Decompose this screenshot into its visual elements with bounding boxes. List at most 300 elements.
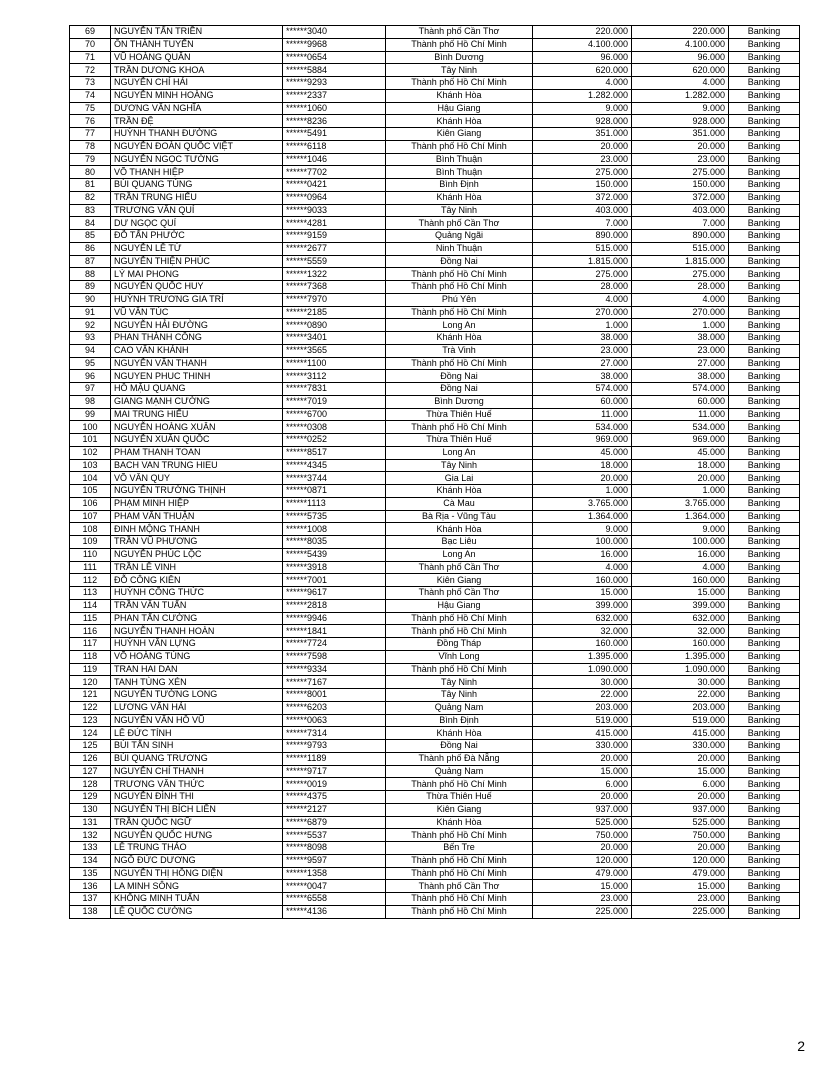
payment-channel-cell: Banking xyxy=(729,485,800,498)
payment-channel-cell: Banking xyxy=(729,599,800,612)
row-number-cell: 102 xyxy=(70,446,111,459)
account-number-cell: ******5735 xyxy=(283,510,386,523)
amount-received-cell: 399.000 xyxy=(632,599,729,612)
row-number-cell: 75 xyxy=(70,102,111,115)
payment-channel-cell: Banking xyxy=(729,472,800,485)
donor-name-cell: HUỲNH TRƯƠNG GIA TRÍ xyxy=(111,293,283,306)
donor-name-cell: VÕ HOÀNG TÙNG xyxy=(111,650,283,663)
row-number-cell: 108 xyxy=(70,523,111,536)
row-number-cell: 115 xyxy=(70,612,111,625)
amount-cell: 270.000 xyxy=(533,306,632,319)
payment-channel-cell: Banking xyxy=(729,829,800,842)
table-row xyxy=(70,357,800,370)
amount-received-cell: 4.100.000 xyxy=(632,38,729,51)
amount-cell: 45.000 xyxy=(533,446,632,459)
donor-name-cell: DƯ NGỌC QUÍ xyxy=(111,217,283,230)
account-number-cell: ******9968 xyxy=(283,38,386,51)
amount-received-cell: 351.000 xyxy=(632,128,729,141)
amount-cell: 1.000 xyxy=(533,485,632,498)
payment-channel-cell: Banking xyxy=(729,230,800,243)
payment-channel-cell: Banking xyxy=(729,625,800,638)
amount-received-cell: 45.000 xyxy=(632,446,729,459)
payment-channel-cell: Banking xyxy=(729,344,800,357)
donor-name-cell: BÙI QUANG TRƯƠNG xyxy=(111,752,283,765)
account-number-cell: ******7598 xyxy=(283,650,386,663)
account-number-cell: ******0019 xyxy=(283,778,386,791)
amount-cell: 3.765.000 xyxy=(533,497,632,510)
donor-name-cell: NGÔ ĐỨC DƯƠNG xyxy=(111,854,283,867)
province-cell: Thành phố Cần Thơ xyxy=(386,587,533,600)
donor-name-cell: LÊ ĐỨC TÍNH xyxy=(111,727,283,740)
donor-name-cell: LÊ TRUNG THẢO xyxy=(111,842,283,855)
province-cell: Bà Rịa - Vũng Tàu xyxy=(386,510,533,523)
amount-cell: 9.000 xyxy=(533,102,632,115)
account-number-cell: ******4281 xyxy=(283,217,386,230)
table-row xyxy=(70,854,800,867)
amount-received-cell: 22.000 xyxy=(632,689,729,702)
donor-name-cell: NGUYỄN TẤN TRIỀN xyxy=(111,26,283,39)
row-number-cell: 79 xyxy=(70,153,111,166)
amount-cell: 515.000 xyxy=(533,242,632,255)
province-cell: Ninh Thuận xyxy=(386,242,533,255)
amount-received-cell: 479.000 xyxy=(632,867,729,880)
amount-received-cell: 3.765.000 xyxy=(632,497,729,510)
row-number-cell: 134 xyxy=(70,854,111,867)
account-number-cell: ******9159 xyxy=(283,230,386,243)
province-cell: Kiên Giang xyxy=(386,128,533,141)
payment-channel-cell: Banking xyxy=(729,740,800,753)
amount-cell: 750.000 xyxy=(533,829,632,842)
account-number-cell: ******6558 xyxy=(283,893,386,906)
province-cell: Bình Định xyxy=(386,714,533,727)
account-number-cell: ******0047 xyxy=(283,880,386,893)
province-cell: Tây Ninh xyxy=(386,204,533,217)
donor-name-cell: ĐỖ TẤN PHƯỚC xyxy=(111,230,283,243)
province-cell: Thành phố Hồ Chí Minh xyxy=(386,663,533,676)
row-number-cell: 87 xyxy=(70,255,111,268)
account-number-cell: ******7167 xyxy=(283,676,386,689)
province-cell: Quảng Ngãi xyxy=(386,230,533,243)
row-number-cell: 119 xyxy=(70,663,111,676)
row-number-cell: 104 xyxy=(70,472,111,485)
province-cell: Thành phố Cần Thơ xyxy=(386,880,533,893)
amount-received-cell: 11.000 xyxy=(632,408,729,421)
province-cell: Hậu Giang xyxy=(386,599,533,612)
table-row xyxy=(70,536,800,549)
row-number-cell: 73 xyxy=(70,77,111,90)
account-number-cell: ******7831 xyxy=(283,383,386,396)
donor-name-cell: NGUYỄN PHÚC LỘC xyxy=(111,548,283,561)
account-number-cell: ******5884 xyxy=(283,64,386,77)
province-cell: Thành phố Hồ Chí Minh xyxy=(386,281,533,294)
account-number-cell: ******8236 xyxy=(283,115,386,128)
table-row xyxy=(70,408,800,421)
amount-received-cell: 23.000 xyxy=(632,893,729,906)
table-row xyxy=(70,599,800,612)
donor-name-cell: NGUYỄN VĂN HỒ VŨ xyxy=(111,714,283,727)
amount-cell: 20.000 xyxy=(533,791,632,804)
donor-name-cell: TRẦN LÊ VINH xyxy=(111,561,283,574)
amount-received-cell: 620.000 xyxy=(632,64,729,77)
account-number-cell: ******2818 xyxy=(283,599,386,612)
donor-name-cell: HUỲNH THANH ĐƯỜNG xyxy=(111,128,283,141)
province-cell: Kiên Giang xyxy=(386,574,533,587)
donor-name-cell: CAO VĂN KHÁNH xyxy=(111,344,283,357)
province-cell: Thành phố Hồ Chí Minh xyxy=(386,306,533,319)
amount-cell: 4.000 xyxy=(533,561,632,574)
donor-name-cell: NGUYỄN THIỆN PHÚC xyxy=(111,255,283,268)
table-row xyxy=(70,128,800,141)
row-number-cell: 129 xyxy=(70,791,111,804)
payment-channel-cell: Banking xyxy=(729,536,800,549)
row-number-cell: 93 xyxy=(70,332,111,345)
amount-received-cell: 574.000 xyxy=(632,383,729,396)
amount-cell: 372.000 xyxy=(533,191,632,204)
account-number-cell: ******0308 xyxy=(283,421,386,434)
amount-cell: 60.000 xyxy=(533,395,632,408)
payment-channel-cell: Banking xyxy=(729,689,800,702)
table-row xyxy=(70,64,800,77)
account-number-cell: ******1100 xyxy=(283,357,386,370)
amount-received-cell: 96.000 xyxy=(632,51,729,64)
province-cell: Vĩnh Long xyxy=(386,650,533,663)
amount-cell: 23.000 xyxy=(533,344,632,357)
account-number-cell: ******0063 xyxy=(283,714,386,727)
account-number-cell: ******7702 xyxy=(283,166,386,179)
row-number-cell: 138 xyxy=(70,905,111,918)
row-number-cell: 121 xyxy=(70,689,111,702)
row-number-cell: 133 xyxy=(70,842,111,855)
amount-cell: 120.000 xyxy=(533,854,632,867)
row-number-cell: 70 xyxy=(70,38,111,51)
province-cell: Bến Tre xyxy=(386,842,533,855)
amount-cell: 632.000 xyxy=(533,612,632,625)
account-number-cell: ******4375 xyxy=(283,791,386,804)
donor-name-cell: PHAM THANH TOAN xyxy=(111,446,283,459)
table-row xyxy=(70,38,800,51)
amount-received-cell: 1.395.000 xyxy=(632,650,729,663)
amount-cell: 100.000 xyxy=(533,536,632,549)
donor-name-cell: LÊ QUỐC CƯỜNG xyxy=(111,905,283,918)
donor-name-cell: TRAN HAI DAN xyxy=(111,663,283,676)
row-number-cell: 76 xyxy=(70,115,111,128)
payment-channel-cell: Banking xyxy=(729,816,800,829)
payment-channel-cell: Banking xyxy=(729,523,800,536)
account-number-cell: ******5559 xyxy=(283,255,386,268)
donor-name-cell: NGUYỄN THỊ BÍCH LIÊN xyxy=(111,803,283,816)
payment-channel-cell: Banking xyxy=(729,128,800,141)
donor-name-cell: KHỔNG MINH TUẤN xyxy=(111,893,283,906)
province-cell: Bình Dương xyxy=(386,51,533,64)
donor-table-body xyxy=(70,26,800,919)
province-cell: Khánh Hòa xyxy=(386,816,533,829)
amount-received-cell: 23.000 xyxy=(632,153,729,166)
amount-cell: 890.000 xyxy=(533,230,632,243)
row-number-cell: 96 xyxy=(70,370,111,383)
amount-cell: 574.000 xyxy=(533,383,632,396)
account-number-cell: ******9033 xyxy=(283,204,386,217)
row-number-cell: 128 xyxy=(70,778,111,791)
payment-channel-cell: Banking xyxy=(729,676,800,689)
amount-received-cell: 15.000 xyxy=(632,880,729,893)
account-number-cell: ******8035 xyxy=(283,536,386,549)
table-row xyxy=(70,191,800,204)
account-number-cell: ******9293 xyxy=(283,77,386,90)
payment-channel-cell: Banking xyxy=(729,217,800,230)
province-cell: Tây Ninh xyxy=(386,676,533,689)
account-number-cell: ******0964 xyxy=(283,191,386,204)
account-number-cell: ******0252 xyxy=(283,434,386,447)
table-row xyxy=(70,803,800,816)
donor-name-cell: GIANG MẠNH CƯỜNG xyxy=(111,395,283,408)
amount-cell: 1.815.000 xyxy=(533,255,632,268)
table-row xyxy=(70,676,800,689)
row-number-cell: 117 xyxy=(70,638,111,651)
table-row xyxy=(70,663,800,676)
amount-received-cell: 100.000 xyxy=(632,536,729,549)
donor-name-cell: NGUYỄN ĐOÀN QUỐC VIỆT xyxy=(111,140,283,153)
table-row xyxy=(70,701,800,714)
payment-channel-cell: Banking xyxy=(729,26,800,39)
account-number-cell: ******7970 xyxy=(283,293,386,306)
table-row xyxy=(70,421,800,434)
province-cell: Thành phố Hồ Chí Minh xyxy=(386,829,533,842)
row-number-cell: 110 xyxy=(70,548,111,561)
amount-received-cell: 15.000 xyxy=(632,765,729,778)
donor-name-cell: LÝ MAI PHONG xyxy=(111,268,283,281)
payment-channel-cell: Banking xyxy=(729,867,800,880)
table-row xyxy=(70,497,800,510)
province-cell: Long An xyxy=(386,446,533,459)
amount-received-cell: 6.000 xyxy=(632,778,729,791)
table-row xyxy=(70,293,800,306)
amount-cell: 16.000 xyxy=(533,548,632,561)
payment-channel-cell: Banking xyxy=(729,587,800,600)
account-number-cell: ******2127 xyxy=(283,803,386,816)
amount-received-cell: 750.000 xyxy=(632,829,729,842)
amount-received-cell: 120.000 xyxy=(632,854,729,867)
row-number-cell: 101 xyxy=(70,434,111,447)
row-number-cell: 81 xyxy=(70,179,111,192)
table-row xyxy=(70,77,800,90)
account-number-cell: ******9793 xyxy=(283,740,386,753)
row-number-cell: 111 xyxy=(70,561,111,574)
payment-channel-cell: Banking xyxy=(729,854,800,867)
amount-cell: 20.000 xyxy=(533,140,632,153)
amount-received-cell: 20.000 xyxy=(632,842,729,855)
row-number-cell: 78 xyxy=(70,140,111,153)
table-row xyxy=(70,905,800,918)
payment-channel-cell: Banking xyxy=(729,893,800,906)
amount-received-cell: 330.000 xyxy=(632,740,729,753)
province-cell: Trà Vinh xyxy=(386,344,533,357)
table-row xyxy=(70,740,800,753)
payment-channel-cell: Banking xyxy=(729,166,800,179)
account-number-cell: ******4136 xyxy=(283,905,386,918)
table-row xyxy=(70,26,800,39)
donor-name-cell: NGUYỄN ĐÌNH THI xyxy=(111,791,283,804)
province-cell: Khánh Hòa xyxy=(386,485,533,498)
row-number-cell: 123 xyxy=(70,714,111,727)
table-row xyxy=(70,242,800,255)
amount-cell: 32.000 xyxy=(533,625,632,638)
row-number-cell: 120 xyxy=(70,676,111,689)
payment-channel-cell: Banking xyxy=(729,306,800,319)
province-cell: Đồng Nai xyxy=(386,383,533,396)
payment-channel-cell: Banking xyxy=(729,701,800,714)
donor-name-cell: NGUYỄN NGỌC TƯỜNG xyxy=(111,153,283,166)
donor-name-cell: HỒ MẬU QUANG xyxy=(111,383,283,396)
account-number-cell: ******1322 xyxy=(283,268,386,281)
amount-received-cell: 515.000 xyxy=(632,242,729,255)
table-row xyxy=(70,459,800,472)
donor-name-cell: VŨ HOÀNG QUÂN xyxy=(111,51,283,64)
amount-received-cell: 937.000 xyxy=(632,803,729,816)
payment-channel-cell: Banking xyxy=(729,242,800,255)
payment-channel-cell: Banking xyxy=(729,765,800,778)
amount-cell: 15.000 xyxy=(533,765,632,778)
amount-cell: 203.000 xyxy=(533,701,632,714)
province-cell: Tây Ninh xyxy=(386,64,533,77)
province-cell: Đồng Nai xyxy=(386,740,533,753)
amount-received-cell: 150.000 xyxy=(632,179,729,192)
province-cell: Thành phố Hồ Chí Minh xyxy=(386,140,533,153)
amount-received-cell: 403.000 xyxy=(632,204,729,217)
table-row xyxy=(70,765,800,778)
table-row xyxy=(70,548,800,561)
amount-received-cell: 20.000 xyxy=(632,140,729,153)
row-number-cell: 83 xyxy=(70,204,111,217)
amount-received-cell: 275.000 xyxy=(632,268,729,281)
amount-received-cell: 203.000 xyxy=(632,701,729,714)
row-number-cell: 105 xyxy=(70,485,111,498)
amount-received-cell: 415.000 xyxy=(632,727,729,740)
account-number-cell: ******0654 xyxy=(283,51,386,64)
amount-cell: 15.000 xyxy=(533,587,632,600)
province-cell: Tây Ninh xyxy=(386,459,533,472)
amount-received-cell: 1.090.000 xyxy=(632,663,729,676)
account-number-cell: ******5439 xyxy=(283,548,386,561)
row-number-cell: 99 xyxy=(70,408,111,421)
payment-channel-cell: Banking xyxy=(729,383,800,396)
amount-cell: 4.000 xyxy=(533,77,632,90)
province-cell: Thành phố Hồ Chí Minh xyxy=(386,357,533,370)
amount-cell: 38.000 xyxy=(533,332,632,345)
row-number-cell: 72 xyxy=(70,64,111,77)
amount-received-cell: 4.000 xyxy=(632,561,729,574)
donor-name-cell: NGUYỄN CHÍ THANH xyxy=(111,765,283,778)
table-row xyxy=(70,472,800,485)
donor-name-cell: NGUYỄN THANH HOÀN xyxy=(111,625,283,638)
amount-cell: 351.000 xyxy=(533,128,632,141)
table-row xyxy=(70,89,800,102)
table-row xyxy=(70,587,800,600)
table-row xyxy=(70,829,800,842)
account-number-cell: ******3565 xyxy=(283,344,386,357)
amount-cell: 27.000 xyxy=(533,357,632,370)
account-number-cell: ******0890 xyxy=(283,319,386,332)
table-row xyxy=(70,778,800,791)
amount-cell: 937.000 xyxy=(533,803,632,816)
amount-cell: 1.395.000 xyxy=(533,650,632,663)
payment-channel-cell: Banking xyxy=(729,64,800,77)
amount-received-cell: 18.000 xyxy=(632,459,729,472)
payment-channel-cell: Banking xyxy=(729,204,800,217)
table-row xyxy=(70,306,800,319)
province-cell: Khánh Hòa xyxy=(386,115,533,128)
account-number-cell: ******2677 xyxy=(283,242,386,255)
amount-received-cell: 9.000 xyxy=(632,102,729,115)
donor-name-cell: VŨ VĂN TÚC xyxy=(111,306,283,319)
province-cell: Thừa Thiên Huế xyxy=(386,408,533,421)
table-row xyxy=(70,714,800,727)
amount-cell: 9.000 xyxy=(533,523,632,536)
row-number-cell: 124 xyxy=(70,727,111,740)
row-number-cell: 114 xyxy=(70,599,111,612)
donor-name-cell: NGUYỄN THỊ HỒNG DIỆN xyxy=(111,867,283,880)
province-cell: Tây Ninh xyxy=(386,689,533,702)
table-row xyxy=(70,319,800,332)
province-cell: Bình Dương xyxy=(386,395,533,408)
account-number-cell: ******9334 xyxy=(283,663,386,676)
row-number-cell: 77 xyxy=(70,128,111,141)
donor-name-cell: NGUYỄN HOÀNG XUÂN xyxy=(111,421,283,434)
amount-cell: 330.000 xyxy=(533,740,632,753)
province-cell: Thành phố Cần Thơ xyxy=(386,26,533,39)
row-number-cell: 132 xyxy=(70,829,111,842)
payment-channel-cell: Banking xyxy=(729,510,800,523)
account-number-cell: ******6118 xyxy=(283,140,386,153)
table-row xyxy=(70,281,800,294)
province-cell: Khánh Hòa xyxy=(386,191,533,204)
amount-received-cell: 4.000 xyxy=(632,77,729,90)
province-cell: Long An xyxy=(386,548,533,561)
table-row xyxy=(70,867,800,880)
province-cell: Thành phố Hồ Chí Minh xyxy=(386,893,533,906)
row-number-cell: 131 xyxy=(70,816,111,829)
donor-name-cell: DƯƠNG VĂN NGHĨA xyxy=(111,102,283,115)
province-cell: Quảng Nam xyxy=(386,765,533,778)
amount-cell: 96.000 xyxy=(533,51,632,64)
amount-cell: 22.000 xyxy=(533,689,632,702)
province-cell: Khánh Hòa xyxy=(386,332,533,345)
payment-channel-cell: Banking xyxy=(729,434,800,447)
amount-cell: 399.000 xyxy=(533,599,632,612)
row-number-cell: 100 xyxy=(70,421,111,434)
amount-cell: 519.000 xyxy=(533,714,632,727)
payment-channel-cell: Banking xyxy=(729,612,800,625)
amount-cell: 4.000 xyxy=(533,293,632,306)
amount-cell: 275.000 xyxy=(533,166,632,179)
amount-cell: 225.000 xyxy=(533,905,632,918)
row-number-cell: 126 xyxy=(70,752,111,765)
amount-received-cell: 270.000 xyxy=(632,306,729,319)
payment-channel-cell: Banking xyxy=(729,663,800,676)
account-number-cell: ******8098 xyxy=(283,842,386,855)
province-cell: Thành phố Hồ Chí Minh xyxy=(386,854,533,867)
amount-cell: 1.000 xyxy=(533,319,632,332)
donor-name-cell: HUỲNH VĂN LỰNG xyxy=(111,638,283,651)
donor-name-cell: NGUYỄN MINH HOÀNG xyxy=(111,89,283,102)
row-number-cell: 130 xyxy=(70,803,111,816)
amount-received-cell: 632.000 xyxy=(632,612,729,625)
province-cell: Thành phố Hồ Chí Minh xyxy=(386,905,533,918)
amount-received-cell: 27.000 xyxy=(632,357,729,370)
table-row xyxy=(70,332,800,345)
table-row xyxy=(70,625,800,638)
table-row xyxy=(70,255,800,268)
amount-received-cell: 519.000 xyxy=(632,714,729,727)
